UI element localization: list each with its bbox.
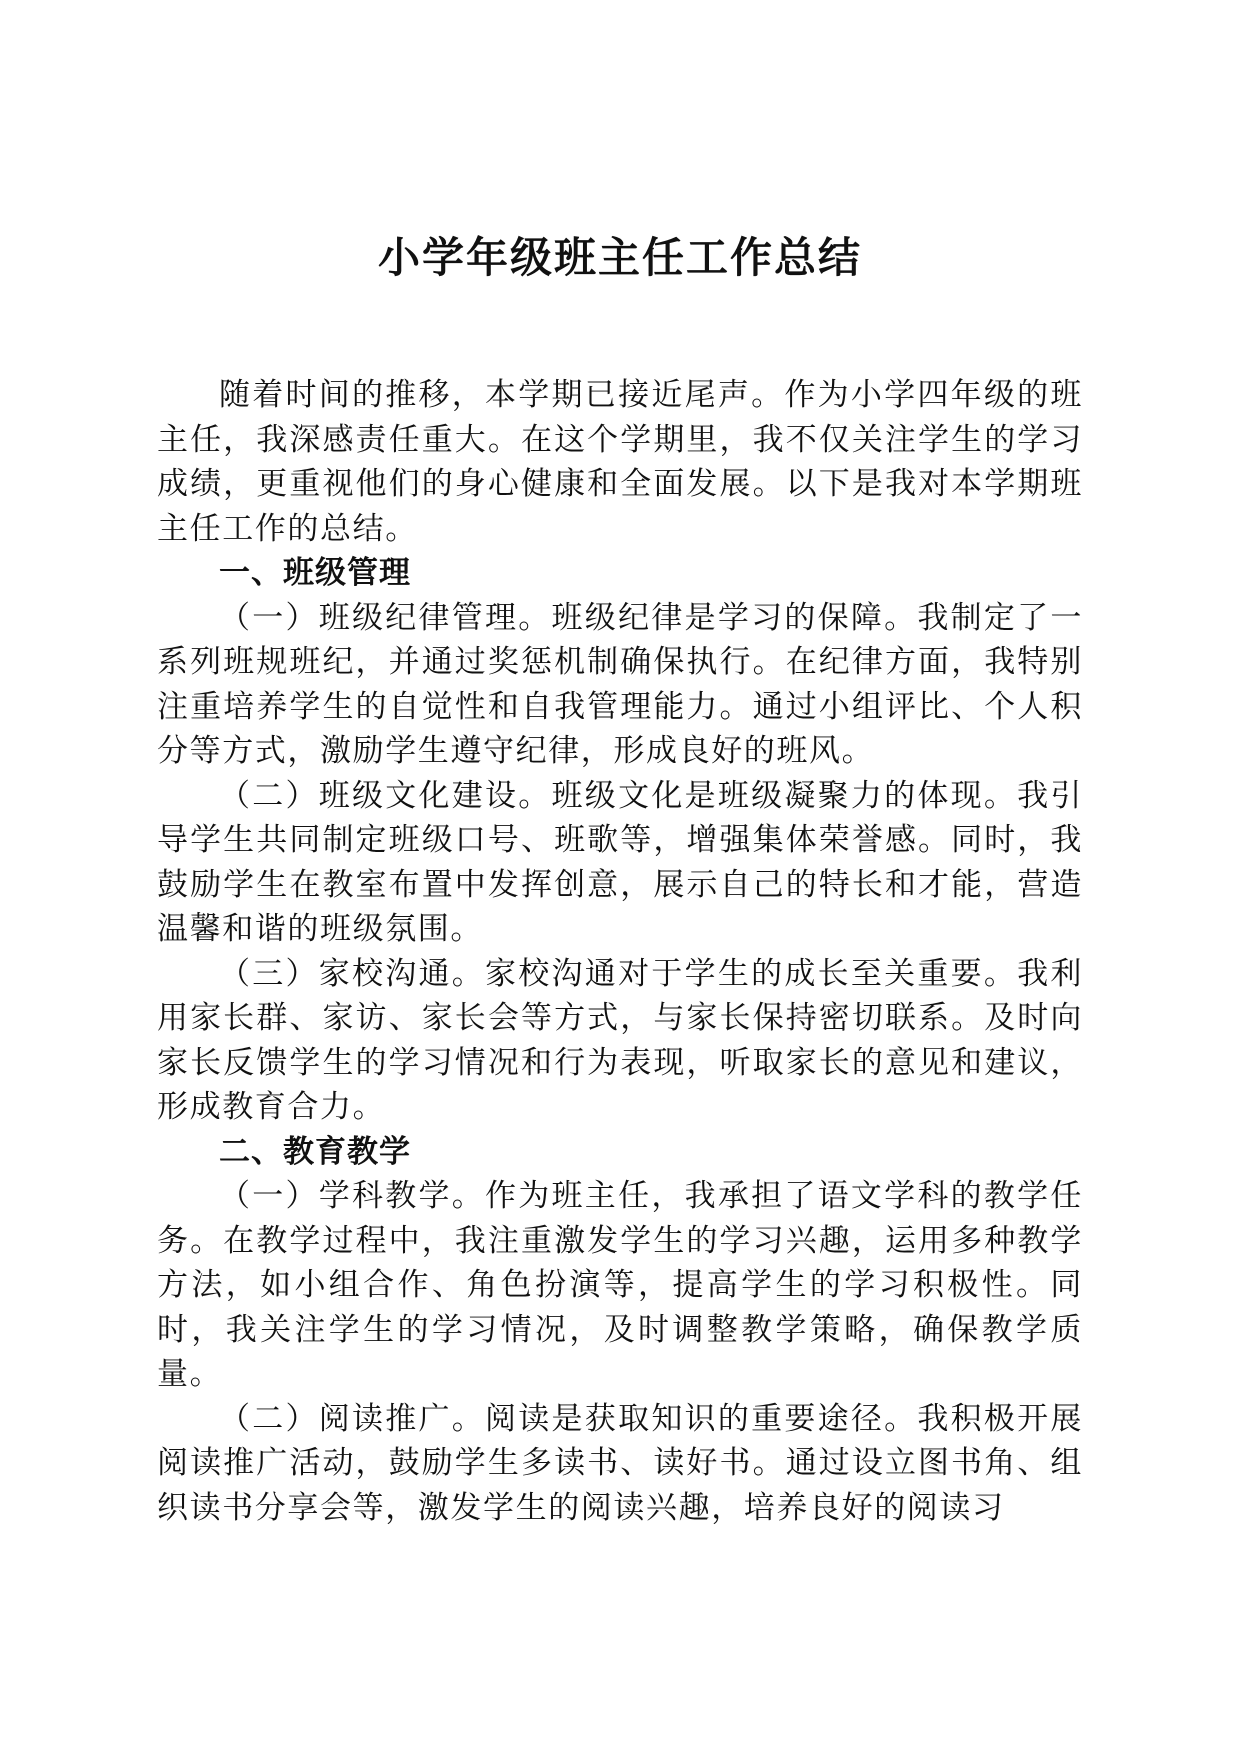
paragraph-reading-promotion: （二）阅读推广。阅读是获取知识的重要途径。我积极开展阅读推广活动，鼓励学生多读书、读好书。通过设立图书角、组织读书分享会等，激发学生的阅读兴趣，培养良好的阅读习 bbox=[157, 1400, 1083, 1526]
document-title: 小学年级班主任工作总结 bbox=[377, 233, 862, 282]
intro-paragraph: 随着时间的推移，本学期已接近尾声。作为小学四年级的班主任，我深感责任重大。在这个学期里，我不仅关注学生的学习成绩，更重视他们的身心健康和全面发展。以下是我对本学期班主任工作的总结。 bbox=[157, 377, 1083, 547]
section-heading-education-teaching: 二、教育教学 bbox=[219, 1133, 411, 1170]
paragraph-class-discipline: （一）班级纪律管理。班级纪律是学习的保障。我制定了一系列班规班纪，并通过奖惩机制确保执行。在纪律方面，我特别注重培养学生的自觉性和自我管理能力。通过小组评比、个人积分等方式，激励学生遵守纪律，形成良好的班风。 bbox=[157, 599, 1083, 769]
paragraph-subject-teaching: （一）学科教学。作为班主任，我承担了语文学科的教学任务。在教学过程中，我注重激发学生的学习兴趣，运用多种教学方法，如小组合作、角色扮演等，提高学生的学习积极性。同时，我关注学生的学习情况，及时调整教学策略，确保教学质量。 bbox=[157, 1178, 1083, 1392]
paragraph-class-culture: （二）班级文化建设。班级文化是班级凝聚力的体现。我引导学生共同制定班级口号、班歌等，增强集体荣誉感。同时，我鼓励学生在教室布置中发挥创意，展示自己的特长和才能，营造温馨和谐的班级氛围。 bbox=[157, 777, 1083, 947]
paragraph-home-school-communication: （三）家校沟通。家校沟通对于学生的成长至关重要。我利用家长群、家访、家长会等方式，与家长保持密切联系。及时向家长反馈学生的学习情况和行为表现，听取家长的意见和建议，形成教育合力。 bbox=[157, 955, 1083, 1125]
section-heading-class-management: 一、班级管理 bbox=[219, 555, 411, 591]
document-body bbox=[157, 373, 1083, 1530]
